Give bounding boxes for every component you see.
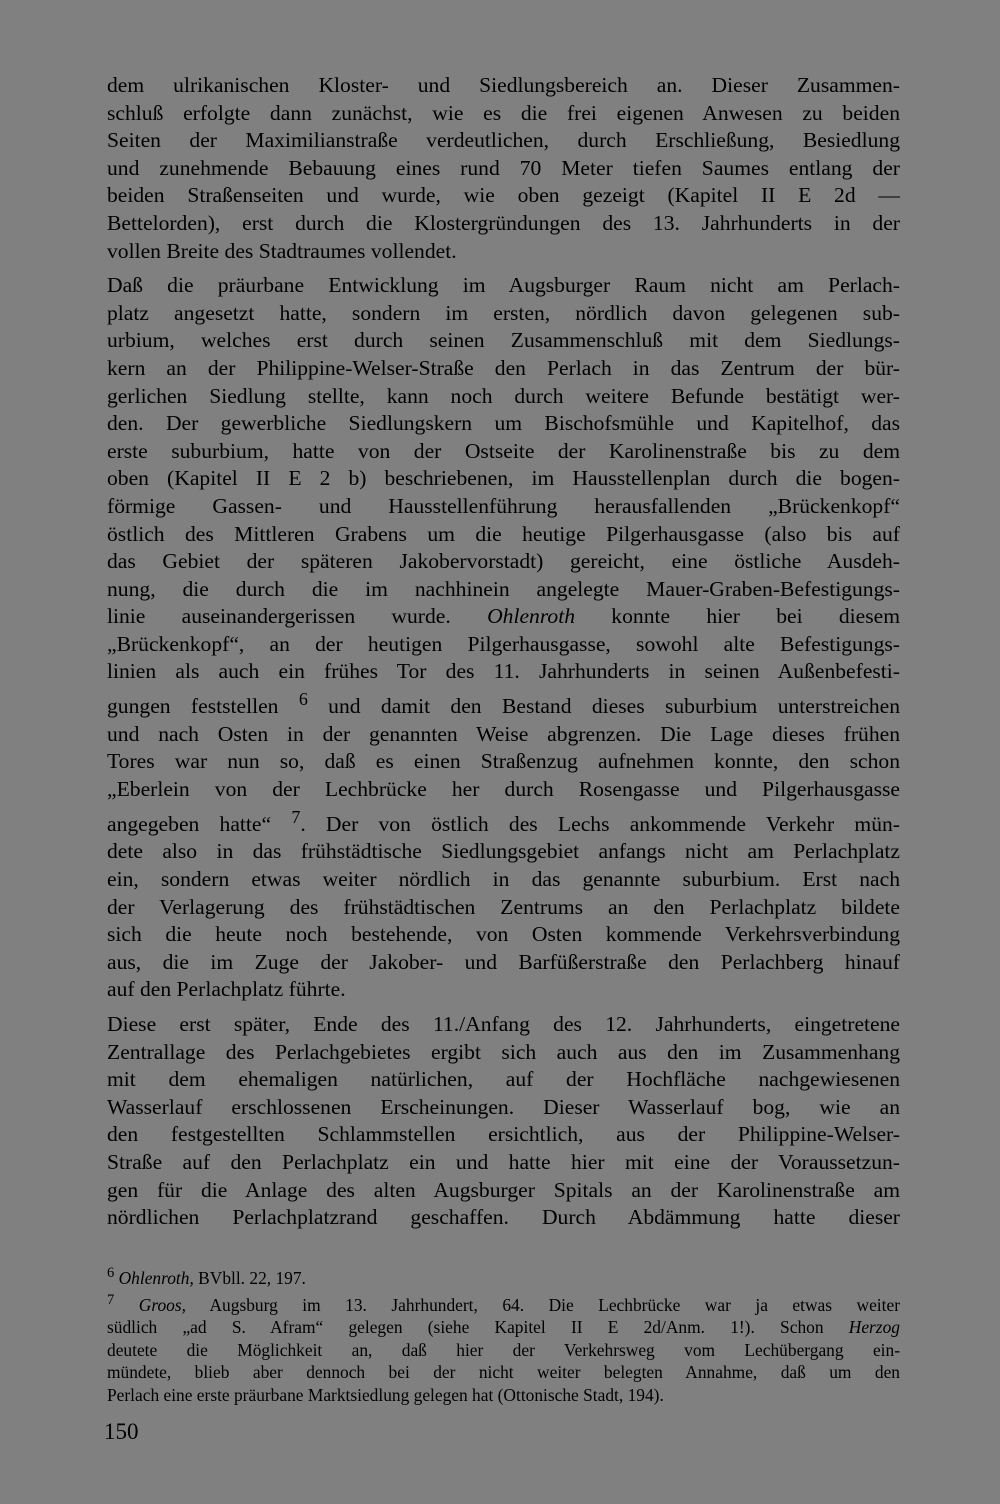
text-line: schluß erfolgte dann zunächst, wie es die frei eigenen Anwesen zu beiden — [107, 100, 900, 125]
paragraph-2 — [107, 272, 900, 1004]
footnote-line: mündete, blieb aber dennoch bei der nicht weiter belegten Annahme, daß um den — [107, 1362, 900, 1383]
footnotes — [107, 1262, 900, 1406]
author-name: Herzog — [848, 1317, 900, 1338]
text-line: Wasserlauf erschlossenen Erscheinungen. Dieser Wasserlauf bog, wie an — [107, 1094, 900, 1119]
footnote-6 — [107, 1262, 900, 1289]
text-line — [107, 804, 900, 839]
text-line: östlich des Mittleren Grabens um die heutige Pilgerhausgasse (also bis auf — [107, 521, 900, 546]
text-line: „Brückenkopf“, an der heutigen Pilgerhausgasse, sowohl alte Befestigungs- — [107, 631, 900, 656]
text-segment: und damit den Bestand dieses suburbium unterstreichen — [307, 694, 901, 719]
text-line — [107, 686, 900, 721]
text-line: Daß die präurbane Entwicklung im Augsburger Raum nicht am Perlach- — [107, 273, 900, 298]
text-line: nördlichen Perlachplatzrand geschaffen. Durch Abdämmung hatte dieser — [107, 1205, 900, 1230]
text-line: Zentrallage des Perlachgebietes ergibt sich auch aus den im Zusammenhang — [107, 1039, 900, 1064]
text-line: förmige Gassen- und Hausstellenführung herausfallenden „Brückenkopf“ — [107, 493, 900, 518]
text-line: Straße auf den Perlachplatz ein und hatte hier mit eine der Voraussetzun- — [107, 1149, 900, 1174]
footnote-line: deutete die Möglichkeit an, daß hier der Verkehrsweg vom Lechübergang ein- — [107, 1339, 900, 1360]
text-line — [107, 603, 900, 631]
text-line: ein, sondern etwas weiter nördlich in das genannte suburbium. Erst nach — [107, 867, 900, 891]
footnote-7 — [107, 1289, 900, 1406]
text-line: Diese erst später, Ende des 11./Anfang des 12. Jahrhunderts, eingetretene — [107, 1011, 900, 1036]
text-line: der Verlagerung des frühstädtischen Zentrums an den Perlachplatz bildete — [107, 894, 900, 919]
text-line: urbium, welches erst durch seinen Zusammenschluß mit dem Siedlungs- — [107, 328, 900, 353]
text-segment: südlich „ad S. Afram“ gelegen (siehe Kapitel II E 2d/Anm. 1!). Schon — [107, 1317, 824, 1338]
text-line: Seiten der Maximilianstraße verdeutlichen, durch Erschließung, Besiedlung — [107, 128, 900, 153]
text-segment: Augsburg im 13. Jahrhundert, 64. Die Lechbrücke war ja etwas weiter — [185, 1295, 900, 1315]
text-segment: BVbll. 22, 197. — [193, 1267, 306, 1288]
text-line: aus, die im Zuge der Jakober- und Barfüßerstraße den Perlachberg hinauf — [107, 949, 900, 974]
footnote-line: Perlach eine erste präurbane Marktsiedlung gelegen hat (Ottonische Stadt, 194). — [107, 1384, 664, 1405]
text-line: dete also in das frühstädtische Siedlungsgebiet anfangs nicht am Perlachplatz — [107, 839, 900, 864]
author-name: Ohlenroth — [487, 604, 576, 629]
text-segment: linie auseinandergerissen wurde. — [107, 604, 451, 629]
text-line: gerlichen Siedlung stellte, kann noch durch weitere Befunde bestätigt wer- — [107, 383, 900, 408]
text-line: den. Der gewerbliche Siedlungskern um Bischofsmühle und Kapitelhof, das — [107, 411, 900, 436]
text-line: kern an der Philippine-Welser-Straße den Perlach in das Zentrum der bür- — [107, 355, 900, 380]
footnote-number: 7 — [107, 1292, 115, 1309]
text-line: vollen Breite des Stadtraumes vollendet. — [107, 238, 457, 263]
text-line: das Gebiet der späteren Jakobervorstadt) gereicht, eine östliche Ausdeh- — [107, 549, 900, 574]
text-line: linien als auch ein frühes Tor des 11. Jahrhunderts in seinen Außenbefesti- — [107, 659, 900, 684]
author-name: Groos, — [138, 1295, 186, 1315]
text-segment: gungen feststellen — [107, 694, 279, 719]
footnote-line — [107, 1262, 900, 1289]
text-line: auf den Perlachplatz führte. — [107, 977, 346, 1002]
text-line: sich die heute noch bestehende, von Osten kommende Verkehrsverbindung — [107, 922, 900, 947]
text-line: beiden Straßenseiten und wurde, wie oben gezeigt (Kapitel II E 2d — — [107, 183, 900, 208]
footnote-line — [107, 1316, 900, 1338]
text-line: Tores war nun so, daß es einen Straßenzug aufnehmen konnte, den schon — [107, 749, 900, 774]
paragraph-1 — [107, 72, 900, 265]
text-line: dem ulrikanischen Kloster- und Siedlungsbereich an. Dieser Zusammen- — [107, 73, 900, 97]
paragraph-3 — [107, 1011, 900, 1232]
text-line: und nach Osten in der genannten Weise abgrenzen. Die Lage dieses frühen — [107, 721, 900, 746]
footnote-reference[interactable]: 7 — [291, 806, 301, 827]
text-line: erste suburbium, hatte von der Ostseite der Karolinenstraße bis zu dem — [107, 438, 900, 463]
author-name: Ohlenroth, — [118, 1267, 194, 1288]
text-line: gen für die Anlage des alten Augsburger Spitals an der Karolinenstraße am — [107, 1177, 900, 1202]
text-line: den festgestellten Schlammstellen ersichtlich, aus der Philippine-Welser- — [107, 1122, 900, 1147]
text-segment: angegeben hatte“ — [107, 811, 272, 836]
text-line: mit dem ehemaligen natürlichen, auf der Hochfläche nachgewiesenen — [107, 1067, 900, 1092]
text-line: Bettelorden), erst durch die Klostergründungen des 13. Jahrhunderts in der — [107, 210, 900, 235]
footnote-line — [107, 1289, 900, 1316]
text-line: oben (Kapitel II E 2 b) beschriebenen, im Hausstellenplan durch die bogen- — [107, 466, 900, 491]
footnote-reference[interactable]: 6 — [298, 689, 308, 710]
text-line: „Eberlein von der Lechbrücke her durch Rosengasse und Pilgerhausgasse — [107, 777, 900, 802]
text-line: platz angesetzt hatte, sondern im ersten, nördlich davon gelegenen sub- — [107, 300, 900, 325]
main-text — [107, 72, 900, 1239]
text-segment: . Der von östlich des Lechs ankommende Verkehr mün- — [300, 811, 900, 836]
text-line: nung, die durch die im nachhinein angelegte Mauer-Graben-Befestigungs- — [107, 576, 900, 601]
text-line: und zunehmende Bebauung eines rund 70 Meter tiefen Saumes entlang der — [107, 155, 900, 180]
footnote-number: 6 — [107, 1265, 115, 1281]
text-segment: konnte hier bei diesem — [575, 604, 901, 629]
page-number: 150 — [104, 1419, 139, 1444]
